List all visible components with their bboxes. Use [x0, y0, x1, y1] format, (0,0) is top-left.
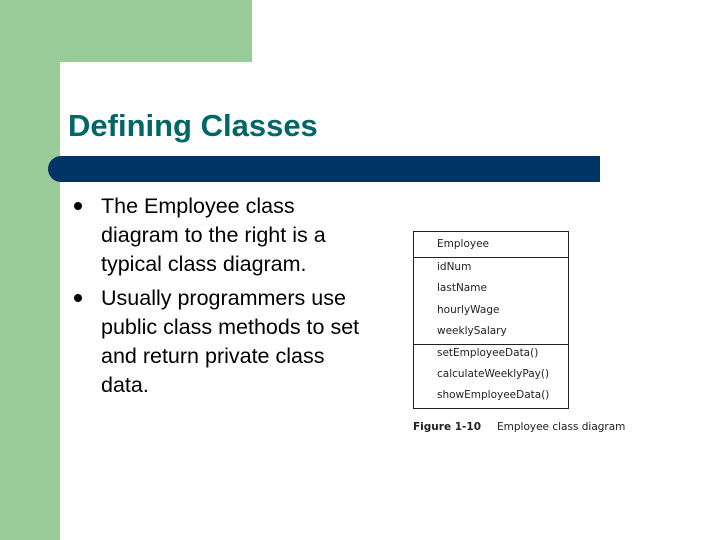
uml-attribute: idNum	[437, 261, 472, 273]
uml-method: showEmployeeData()	[437, 389, 550, 401]
uml-class-diagram	[413, 231, 569, 409]
uml-attribute: weeklySalary	[437, 325, 507, 337]
uml-method: setEmployeeData()	[437, 347, 539, 359]
uml-class-name: Employee	[437, 238, 490, 250]
uml-class-name-section	[414, 232, 568, 258]
bullet-item: Usually programmers use public class methods to set and return private class data.	[101, 286, 360, 397]
uml-attribute: lastName	[437, 282, 487, 294]
decorative-green-left-strip	[0, 0, 60, 540]
figure-caption-text: Employee class diagram	[497, 421, 626, 433]
uml-attributes-section	[414, 258, 568, 345]
figure-caption-number: Figure 1-10	[413, 421, 481, 433]
title-underline-bar	[48, 156, 600, 182]
uml-methods-section	[414, 345, 568, 408]
slide-title: Defining Classes	[68, 108, 318, 143]
bullet-item: The Employee class diagram to the right is a typical class diagram.	[101, 194, 326, 276]
bullet-dot-icon	[74, 294, 82, 302]
uml-method: calculateWeeklyPay()	[437, 368, 550, 380]
figure-caption	[413, 421, 625, 433]
uml-attribute: hourlyWage	[437, 304, 500, 316]
bullet-dot-icon	[74, 202, 82, 210]
